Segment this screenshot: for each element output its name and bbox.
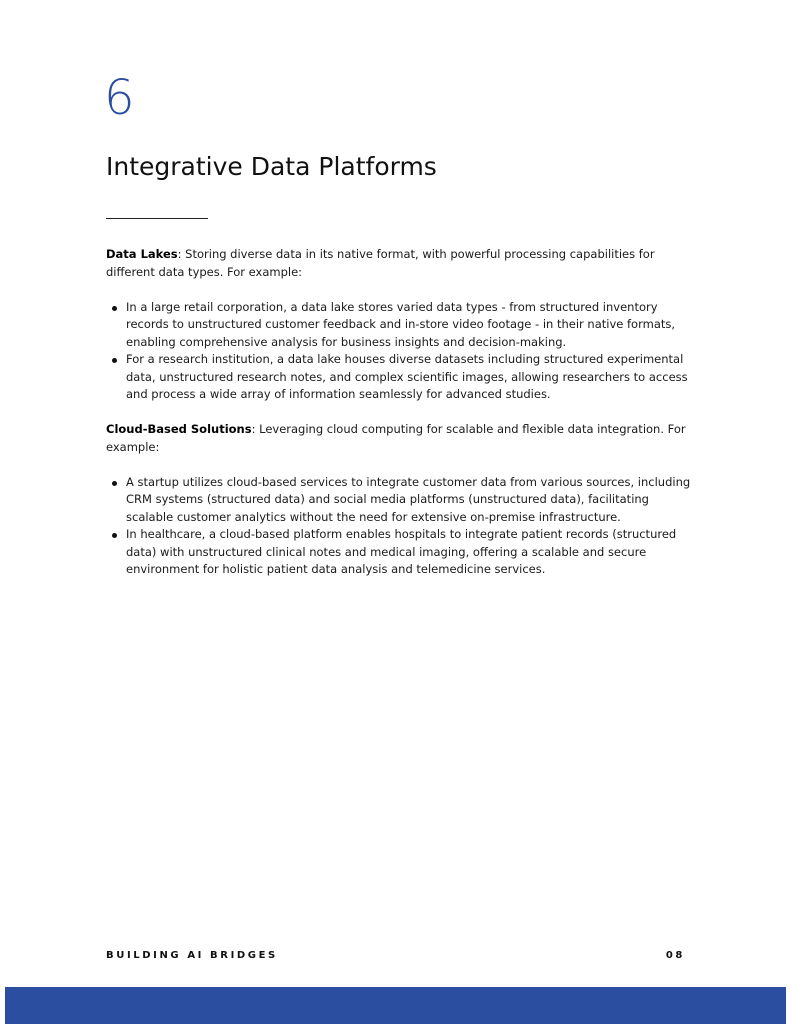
list-item [126,299,691,352]
bullet-list-data-lakes [106,299,691,404]
body-content [106,246,691,596]
bullet-icon [112,481,117,486]
list-item [126,474,691,527]
section-term: Cloud-Based Solutions [106,422,252,436]
list-item-text: A startup utilizes cloud-based services to integrate customer data from various sources, including CRM systems (structured data) and social media platforms (unstructured data), facilitating scalable customer analytics without the need for extensive on-premise infrastructure. [126,474,691,524]
section-intro-cloud-solutions [106,421,691,456]
page-title: Integrative Data Platforms [106,152,437,181]
bullet-icon [112,306,117,311]
bullet-icon [112,533,117,538]
bullet-icon [112,358,117,363]
chapter-number: 6 [104,70,135,126]
list-item-text: For a research institution, a data lake houses diverse datasets including structured experimental data, unstructured research notes, and complex scientific images, allowing researchers to access and process a wide array of information seamlessly for advanced studies. [126,352,688,401]
list-item [126,351,691,404]
list-item-text: In a large retail corporation, a data lake stores varied data types - from structured inventory records to unstructured customer feedback and in-store video footage - in their native formats, enabling comprehensive analysis for business insights and decision-making. [126,299,676,349]
section-intro-data-lakes [106,246,691,281]
section-description: : Storing diverse data in its native format, with powerful processing capabilities for different data types. For example: [106,247,655,279]
section-term: Data Lakes [106,247,178,261]
footer-book-title: BUILDING AI BRIDGES [106,950,278,961]
bullet-list-cloud-solutions [106,474,691,579]
section-description: : Leveraging cloud computing for scalable and flexible data integration. For example: [106,422,686,454]
footer-color-band [5,987,786,1024]
list-item [126,526,691,579]
list-item-text: In healthcare, a cloud-based platform enables hospitals to integrate patient records (structured data) with unstructured clinical notes and medical imaging, offering a scalable and secure environment for holistic patient data analysis and telemedicine services. [126,527,677,576]
title-divider [106,218,208,219]
footer-page-number: 08 [665,950,685,961]
